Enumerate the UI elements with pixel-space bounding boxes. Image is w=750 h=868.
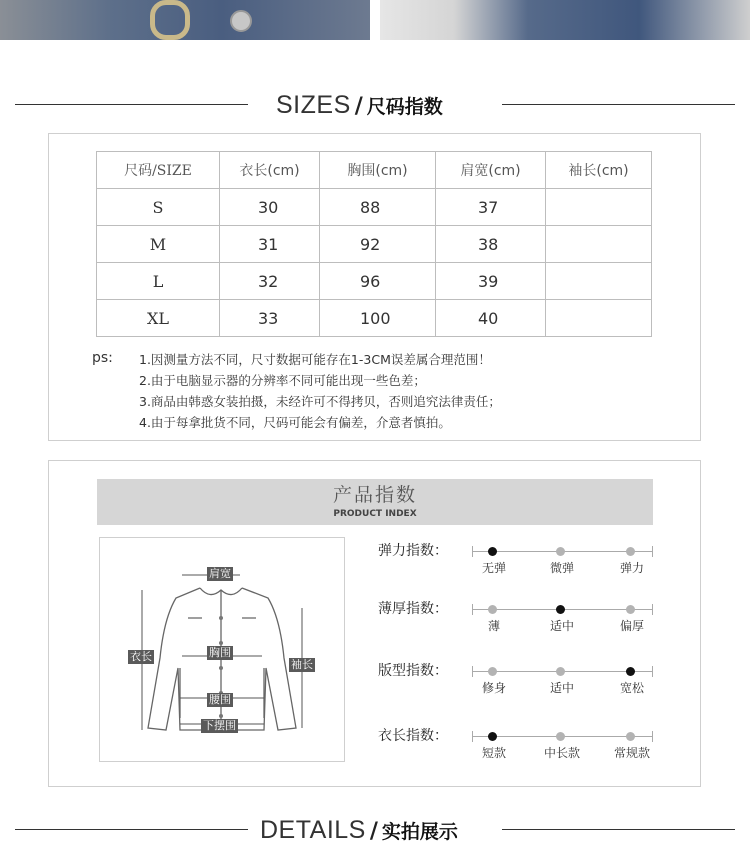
cell-shoulder: 39 xyxy=(436,263,546,300)
chain-detail xyxy=(150,0,190,40)
cell-chest: 88 xyxy=(320,189,436,226)
index-option: 修身 xyxy=(481,681,506,695)
scale-cap xyxy=(472,731,473,742)
cell-size: L xyxy=(97,263,220,300)
cell-length: 31 xyxy=(220,226,320,263)
cell-sleeve xyxy=(546,189,652,226)
product-index-subtitle: PRODUCT INDEX xyxy=(333,509,417,519)
scale-cap xyxy=(652,546,653,557)
cell-chest: 100 xyxy=(320,300,436,337)
diagram-label-chest: 胸围 xyxy=(209,646,231,659)
table-row xyxy=(97,226,652,263)
cell-size: XL xyxy=(97,300,220,337)
note-line: 4.由于每拿批货不同，尺码可能会有偏差，介意者慎拍。 xyxy=(139,415,451,430)
index-row-thickness xyxy=(378,601,658,644)
scale-cap xyxy=(652,731,653,742)
header-size: 尺码/SIZE xyxy=(97,152,220,189)
scale-cap xyxy=(472,546,473,557)
scale-dot xyxy=(626,547,635,556)
product-photo-left xyxy=(0,0,370,40)
header-length: 衣长(cm) xyxy=(220,152,320,189)
cell-size: S xyxy=(97,189,220,226)
heading-rule-right xyxy=(502,829,735,830)
index-label: 弹力指数： xyxy=(378,543,448,559)
notes-label: ps: xyxy=(92,350,113,366)
details-heading-en: DETAILS xyxy=(260,816,366,844)
index-option: 偏厚 xyxy=(619,619,644,633)
cell-size: M xyxy=(97,226,220,263)
index-option: 适中 xyxy=(549,681,574,695)
index-option: 薄 xyxy=(487,619,500,633)
diagram-label-sleeve: 袖长 xyxy=(291,658,313,671)
index-scale xyxy=(472,604,652,616)
index-option: 无弹 xyxy=(481,561,506,575)
header-chest: 胸围(cm) xyxy=(320,152,436,189)
sizes-heading-title xyxy=(276,90,443,120)
cell-length: 32 xyxy=(220,263,320,300)
cell-shoulder: 37 xyxy=(436,189,546,226)
scale-cap xyxy=(472,604,473,615)
index-scale xyxy=(472,546,652,558)
note-line: 3.商品由韩惑女装拍摄，未经许可不得拷贝，否则追究法律责任； xyxy=(139,394,501,409)
diagram-label-hem: 下摆围 xyxy=(203,719,236,732)
product-index-title: 产品指数 xyxy=(332,484,417,506)
header-sleeve: 袖长(cm) xyxy=(546,152,652,189)
cell-chest: 96 xyxy=(320,263,436,300)
index-row-length xyxy=(378,728,658,771)
index-option: 宽松 xyxy=(619,681,644,695)
diagram-label-waist: 腰围 xyxy=(209,693,231,706)
details-heading-title xyxy=(260,815,458,845)
index-option: 适中 xyxy=(549,619,574,633)
sizes-heading-slash: / xyxy=(354,94,363,119)
details-heading-cn: 实拍展示 xyxy=(381,821,458,843)
cell-sleeve xyxy=(546,263,652,300)
index-option: 中长款 xyxy=(543,746,580,760)
header-shoulder: 肩宽(cm) xyxy=(436,152,546,189)
cell-length: 30 xyxy=(220,189,320,226)
sizes-heading-en: SIZES xyxy=(276,91,351,119)
details-heading-slash: / xyxy=(369,819,378,844)
sizes-heading-cn: 尺码指数 xyxy=(366,96,443,118)
index-option: 常规款 xyxy=(613,746,650,760)
heading-rule-left xyxy=(15,104,248,105)
cell-shoulder: 40 xyxy=(436,300,546,337)
index-option: 短款 xyxy=(481,746,506,760)
scale-dot xyxy=(556,547,565,556)
scale-dot-selected xyxy=(556,605,565,614)
scale-dot xyxy=(626,732,635,741)
index-option: 弹力 xyxy=(619,561,644,575)
index-label: 衣长指数： xyxy=(378,728,448,744)
index-row-elasticity xyxy=(378,543,658,586)
index-label: 薄厚指数： xyxy=(378,601,448,617)
cell-chest: 92 xyxy=(320,226,436,263)
scale-cap xyxy=(652,666,653,677)
scale-dot xyxy=(488,667,497,676)
heading-rule-left xyxy=(15,829,248,830)
garment-diagram xyxy=(99,537,345,762)
index-scale xyxy=(472,666,652,678)
scale-cap xyxy=(652,604,653,615)
cell-length: 33 xyxy=(220,300,320,337)
scale-dot-selected xyxy=(488,732,497,741)
metal-button xyxy=(230,10,252,32)
scale-dot-selected xyxy=(488,547,497,556)
index-scale xyxy=(472,731,652,743)
index-option: 微弹 xyxy=(549,561,574,575)
scale-dot xyxy=(556,732,565,741)
size-table xyxy=(96,151,652,337)
scale-dot-selected xyxy=(626,667,635,676)
table-row xyxy=(97,189,652,226)
notes-list xyxy=(139,349,501,433)
heading-rule-right xyxy=(502,104,735,105)
cell-shoulder: 38 xyxy=(436,226,546,263)
table-row xyxy=(97,300,652,337)
details-heading xyxy=(0,815,750,845)
scale-dot xyxy=(626,605,635,614)
diagram-label-length: 衣长 xyxy=(130,650,152,663)
sizes-heading xyxy=(0,90,750,120)
product-index-banner xyxy=(97,479,653,525)
index-row-fit xyxy=(378,663,658,706)
diagram-label-shoulder: 肩宽 xyxy=(209,567,231,580)
note-line: 2.由于电脑显示器的分辨率不同可能出现一些色差； xyxy=(139,373,426,388)
cell-sleeve xyxy=(546,300,652,337)
scale-dot xyxy=(556,667,565,676)
note-line: 1.因测量方法不同，尺寸数据可能存在1-3CM误差属合理范围！ xyxy=(139,352,491,367)
size-table-header xyxy=(97,152,652,189)
scale-dot xyxy=(488,605,497,614)
cell-sleeve xyxy=(546,226,652,263)
table-row xyxy=(97,263,652,300)
scale-cap xyxy=(472,666,473,677)
index-label: 版型指数： xyxy=(378,663,448,679)
product-photo-right xyxy=(380,0,750,40)
